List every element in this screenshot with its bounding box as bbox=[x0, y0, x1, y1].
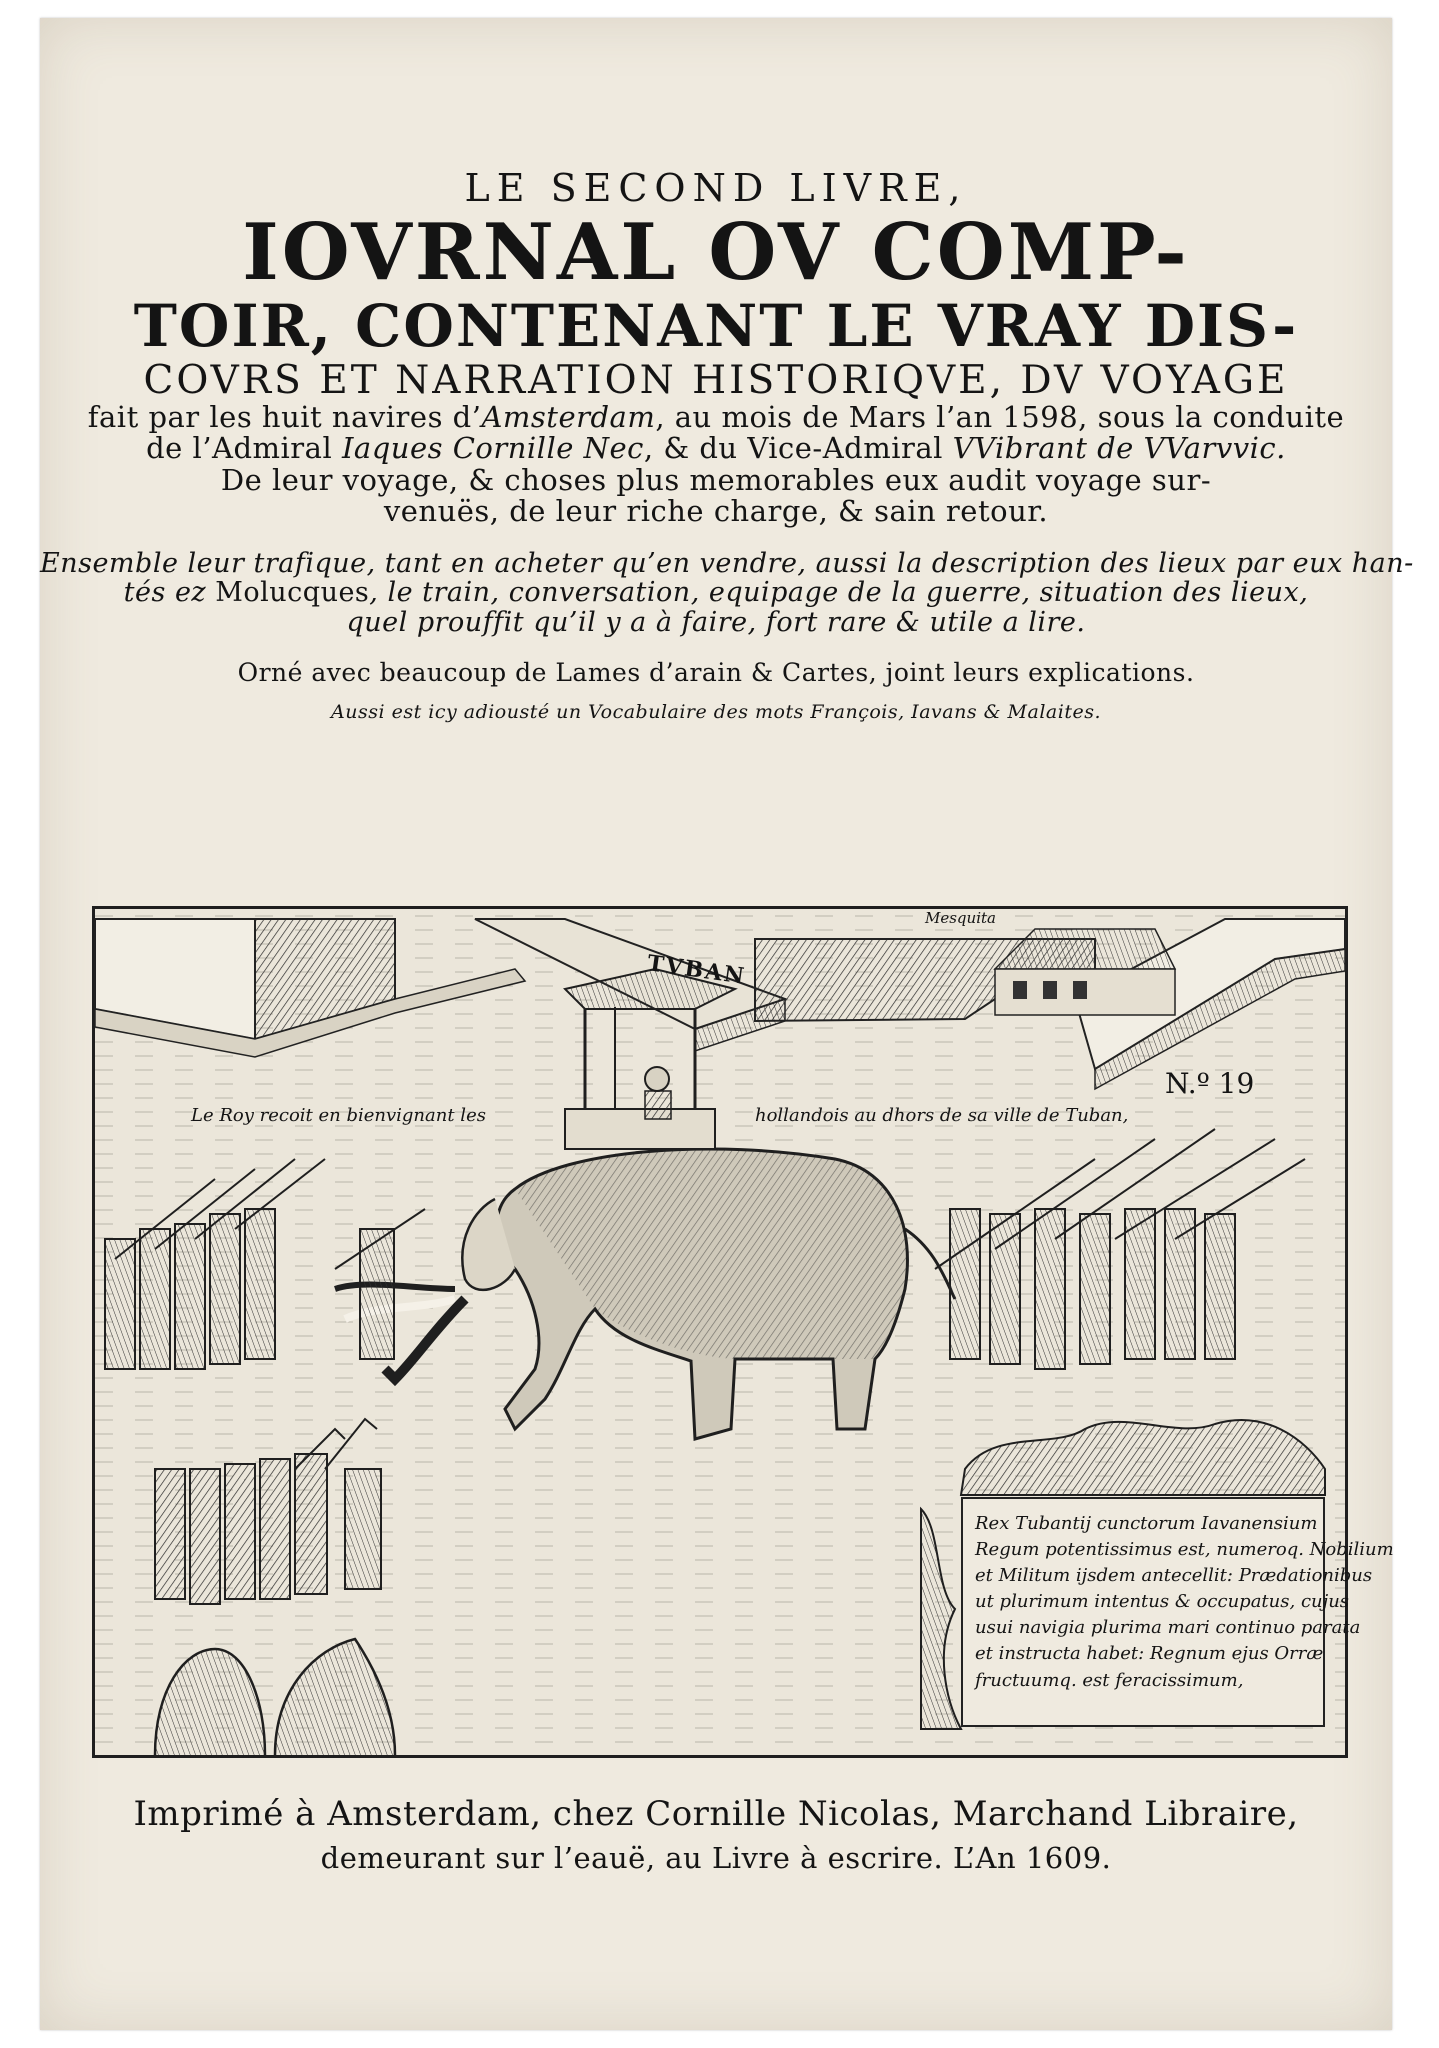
latin-line-7: fructuumq. est feracissimum, bbox=[975, 1669, 1244, 1691]
page-sheet bbox=[40, 18, 1414, 2030]
title-line-5c: , au mois de Mars l’an 1598, sous la conduite bbox=[655, 400, 1345, 434]
title-line-6c: , & du Vice-Admiral bbox=[643, 431, 953, 466]
italic-line-2c: , le train, conversation, equipage de la guerre, situation des lieux, bbox=[369, 577, 1309, 609]
imprint-line-1: Imprimé à Amsterdam, chez Cornille Nicolas, Marchand Libraire, bbox=[133, 1794, 1299, 1834]
title-line-7: De leur voyage, & choses plus memorables eux audit voyage sur- bbox=[220, 462, 1212, 497]
imprint-line-2: demeurant sur l’eauë, au Livre à escrire. L’An 1609. bbox=[320, 1840, 1112, 1875]
latin-line-6: et instructa habet: Regnum ejus Orræ bbox=[975, 1643, 1324, 1665]
plate-caption-right: hollandois au dhors de sa ville de Tuban, bbox=[755, 1105, 1129, 1126]
title-line-6d: VVibrant de VVarvvic. bbox=[952, 431, 1286, 466]
title-block bbox=[40, 166, 1414, 723]
tuban-label: TVBAN bbox=[645, 950, 748, 990]
title-line-8: venuës, de leur riche charge, & sain retour. bbox=[383, 493, 1049, 528]
italic-line-2b: Molucques bbox=[215, 577, 370, 609]
title-line-2: IOVRNAL OV COMP- bbox=[242, 207, 1190, 299]
italic-line-2a: tés ez bbox=[123, 577, 216, 609]
latin-line-2: Regum potentissimus est, numeroq. Nobilium bbox=[975, 1539, 1394, 1561]
italic-block bbox=[40, 548, 1414, 638]
plate-number: N.º 19 bbox=[1165, 1067, 1255, 1100]
title-line-1: LE SECOND LIVRE, bbox=[464, 166, 968, 210]
plate-caption-left: Le Roy recoit en bienvignant les bbox=[191, 1105, 486, 1126]
aussi-line: Aussi est icy adiousté un Vocabulaire des mots François, Iavans & Malaites. bbox=[331, 700, 1101, 723]
title-line-6 bbox=[40, 433, 1392, 464]
latin-line-3: et Militum ijsdem antecellit: Prædationibus bbox=[975, 1565, 1373, 1587]
latin-line-5: usui navigia plurima mari continuo parata bbox=[975, 1617, 1361, 1639]
latin-cartouche bbox=[961, 1497, 1394, 1727]
title-line-5 bbox=[40, 402, 1392, 433]
latin-line-4: ut plurimum intentus & occupatus, cujus bbox=[975, 1591, 1350, 1613]
italic-line-1: Ensemble leur trafique, tant en acheter qu’en vendre, aussi la description des lieux par eux han- bbox=[40, 548, 1414, 580]
title-line-3: TOIR, CONTENANT LE VRAY DIS- bbox=[133, 292, 1299, 361]
title-line-6a: de l’Admiral bbox=[146, 431, 342, 466]
orne-line: Orné avec beaucoup de Lames d’arain & Cartes, joint leurs explications. bbox=[237, 657, 1195, 687]
mesquita-label: Mesquita bbox=[925, 909, 996, 927]
italic-line-2 bbox=[40, 578, 1392, 607]
engraving-plate bbox=[92, 906, 1394, 1758]
title-line-4: COVRS ET NARRATION HISTORIQVE, DV VOYAGE bbox=[143, 357, 1289, 403]
italic-line-3: quel prouffit qu’il y a à faire, fort rare & utile a lire. bbox=[346, 606, 1086, 638]
latin-line-1: Rex Tubantij cunctorum Iavanensium bbox=[975, 1513, 1318, 1534]
title-line-6b: Iaques Cornille Nec bbox=[341, 431, 644, 466]
title-line-5b: Amsterdam bbox=[481, 400, 656, 434]
title-line-5a: fait par les huit navires d’ bbox=[87, 400, 482, 434]
mosque-building bbox=[995, 929, 1175, 1015]
imprint-block bbox=[40, 1796, 1392, 1874]
